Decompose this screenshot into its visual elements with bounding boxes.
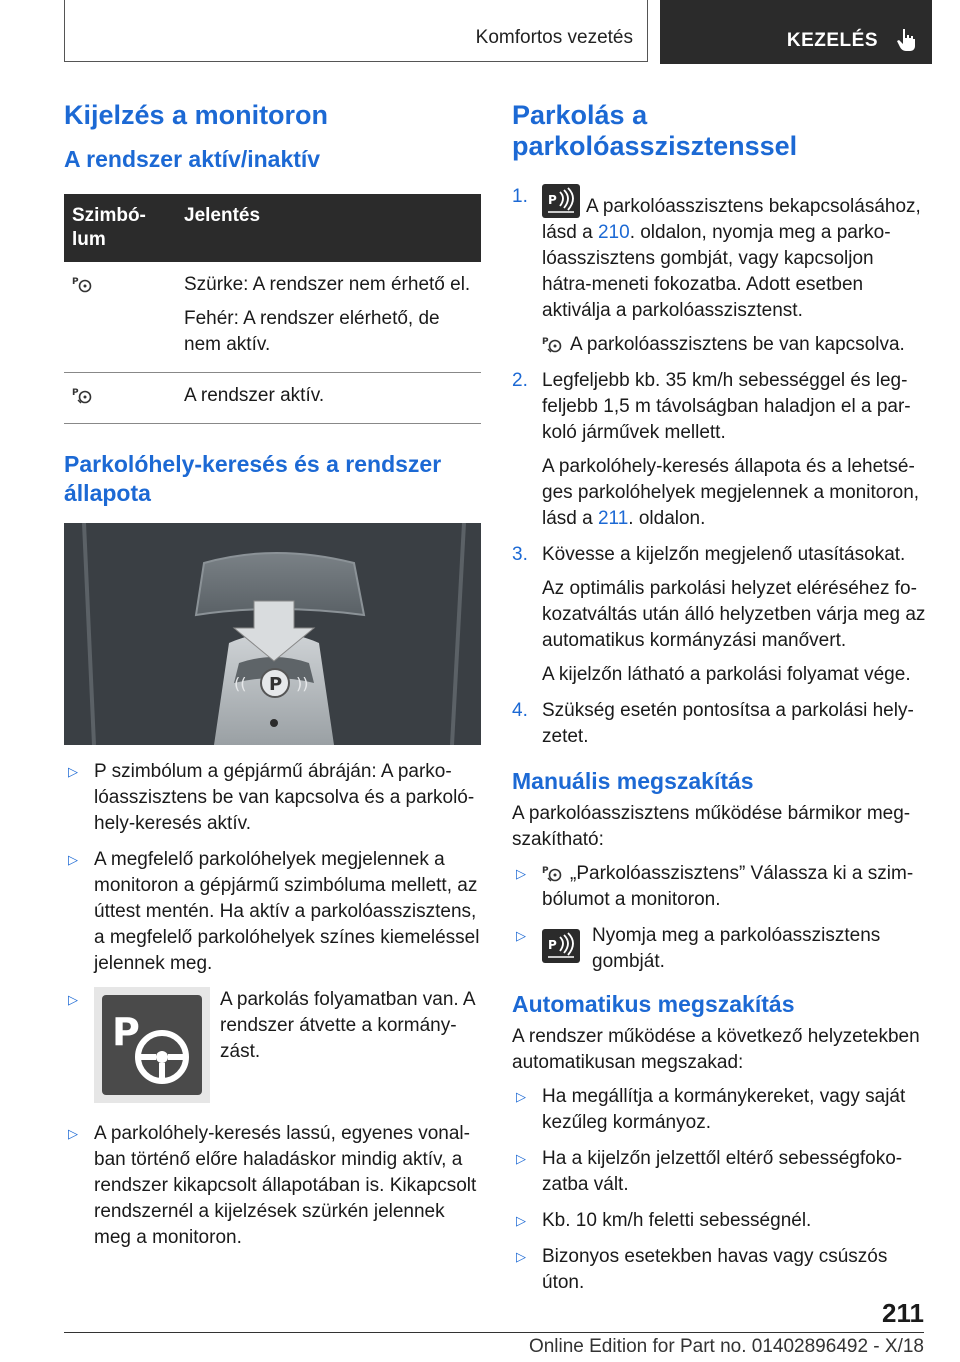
right-column [512, 100, 926, 1306]
chapter-tab: KEZELÉS [660, 0, 932, 64]
bullet-arrow-icon: ▷ [68, 852, 78, 868]
bullet-arrow-icon: ▷ [516, 1249, 526, 1264]
svg-text:P: P [112, 1010, 140, 1055]
parking-assistant-active-icon [542, 864, 562, 882]
page-number: 211 [882, 1298, 924, 1328]
svg-text:P: P [548, 193, 557, 207]
manual-abort-title: Manuális megszakítás [512, 768, 754, 794]
bullet-arrow-icon: ▷ [68, 1126, 78, 1142]
list-item: ▷ P szimbólum a gépjármű ábráján: A parko-lóasszisztens be van kapcsolva és a parkoló-hely-keresés aktív. [68, 761, 475, 835]
list-item: ▷ Ha a kijelzőn jelzettől eltérő sebességfoko-zatba vált. [516, 1148, 903, 1195]
bullet-arrow-icon: ▷ [68, 992, 78, 1008]
table-header-symbol: Szimbó-lum [64, 194, 176, 262]
bullet-arrow-icon: ▷ [516, 928, 526, 943]
table-header-meaning: Jelentés [176, 194, 481, 262]
list-item: ▷ P „Parkolóasszisztens” Válassza ki a szim-bólumot a monitoron. [516, 863, 914, 910]
parking-assistant-active-icon [542, 335, 562, 353]
hand-pointer-icon [894, 26, 920, 52]
symbol-table [64, 194, 481, 424]
list-item: ▷ Ha megállítja a kormánykereket, vagy saját kezűleg kormányoz. [516, 1086, 906, 1133]
list-item: ▷ Bizonyos esetekben havas vagy csúszós úton. [516, 1246, 888, 1293]
parking-assistant-active-icon [72, 386, 92, 404]
bullet-arrow-icon: ▷ [516, 1089, 526, 1104]
row1-line1: Szürke: A rendszer nem érhető el. [184, 273, 471, 295]
list-item: ▷ P A parkolás folyamatban van. A rendszer átvette a kormány-zást. [64, 987, 481, 1109]
bullet-arrow-icon: ▷ [516, 1151, 526, 1166]
page-link-211[interactable]: 211 [597, 508, 629, 529]
right-title: Parkolás a parkolóasszisztenssel [512, 100, 798, 161]
svg-text:P: P [548, 938, 557, 952]
footer-edition: Online Edition for Part no. 01402896492 - X/18 [528, 1336, 924, 1357]
svg-text:)): )) [296, 674, 309, 694]
svg-text:P: P [72, 387, 79, 398]
row1-line2: Fehér: A rendszer elérhető, de nem aktív. [184, 307, 440, 355]
parking-assistant-button-icon [542, 184, 580, 218]
parking-search-list [64, 759, 481, 1251]
list-item: ▷ Kb. 10 km/h feletti sebességnél. [512, 1208, 926, 1234]
steps-list [512, 184, 926, 750]
step-4: 4. Szükség esetén pontosítsa a parkolási hely-zetet. [512, 700, 914, 747]
svg-text:P: P [542, 337, 549, 347]
page-link-210[interactable]: 210 [597, 222, 630, 243]
parking-display-image [64, 523, 481, 745]
list-item: ▷ A parkolóhely-keresés lassú, egyenes vonal-ban történő előre haladáskor mindig aktív, a rendszer kikapcsolt állapotában is. Kikapcsolt rendszernél a kijelzések szürkén jelennek meg a monitoron. [68, 1123, 477, 1249]
bullet-arrow-icon: ▷ [516, 1213, 526, 1228]
auto-abort-title: Automatikus megszakítás [512, 991, 795, 1017]
page-header [64, 0, 932, 64]
list-item: ▷ A megfelelő parkolóhelyek megjelennek a monitoron a gépjármű szimbóluma mellett, az úttest mentén. Ha aktív a parkolóasszisztens, a megfelelő parkolóhelyek színes kiemeléssel jelennek meg. [68, 849, 480, 975]
bullet-arrow-icon: ▷ [516, 866, 526, 881]
svg-text:((: (( [234, 674, 247, 694]
row2-line1: A rendszer aktív. [184, 384, 325, 406]
step-3: 3. Kövesse a kijelzőn megjelenő utasításokat. Az optimális parkolási helyzet eléréséhez fo-kozatváltás után álló helyzetben várja meg az automatikus kormányzási manővert. A kijelzőn látható a parkolási folyamat vége. [512, 544, 926, 685]
left-column [64, 100, 481, 1261]
parking-steering-icon [94, 987, 210, 1103]
manual-abort-list [512, 861, 926, 975]
table-row [64, 262, 481, 373]
svg-text:P: P [72, 276, 79, 287]
left-title: Kijelzés a monitoron [64, 100, 329, 130]
parking-assistant-button-icon [542, 929, 580, 963]
step-2: 2. Legfeljebb kb. 35 km/h sebességgel és leg-feljebb 1,5 m távolságban haladjon el a par-koló járművek mellett. A parkolóhely-keresés állapota és a lehetsé-ges parkolóhelyek megjelennek a monitoron, lásd a 211. oldalon. [512, 370, 920, 529]
bullet-arrow-icon: ▷ [68, 764, 78, 780]
section-title: Komfortos vezetés [64, 0, 648, 62]
footer-divider [64, 1332, 924, 1333]
auto-abort-list [512, 1084, 926, 1296]
step-1: 1. P A parkolóasszisztens bekapcsolásához, lásd a 210. oldalon, nyomja meg a parko-lóasszisztens gombját, vagy kapcsoljon hátra-meneti fokozatba. Adott esetben aktiválja a parkolóasszisztenst. P A parkolóasszisztens be van kapcsolva. [512, 186, 921, 355]
manual-abort-intro: A parkolóasszisztens működése bármikor meg-szakítható: [512, 803, 911, 850]
table-row [64, 372, 481, 423]
left-subtitle: A rendszer aktív/inaktív [64, 146, 321, 172]
list-item: ▷ P Nyomja meg a parkolóasszisztens gombját. [516, 925, 881, 972]
parking-assistant-icon [72, 275, 92, 293]
auto-abort-intro: A rendszer működése a következő helyzetekben automatikusan megszakad: [512, 1026, 920, 1073]
svg-text:P: P [542, 866, 549, 876]
svg-text:P: P [269, 674, 283, 696]
section-parking-search-title: Parkolóhely-keresés és a rendszer állapota [64, 450, 442, 506]
